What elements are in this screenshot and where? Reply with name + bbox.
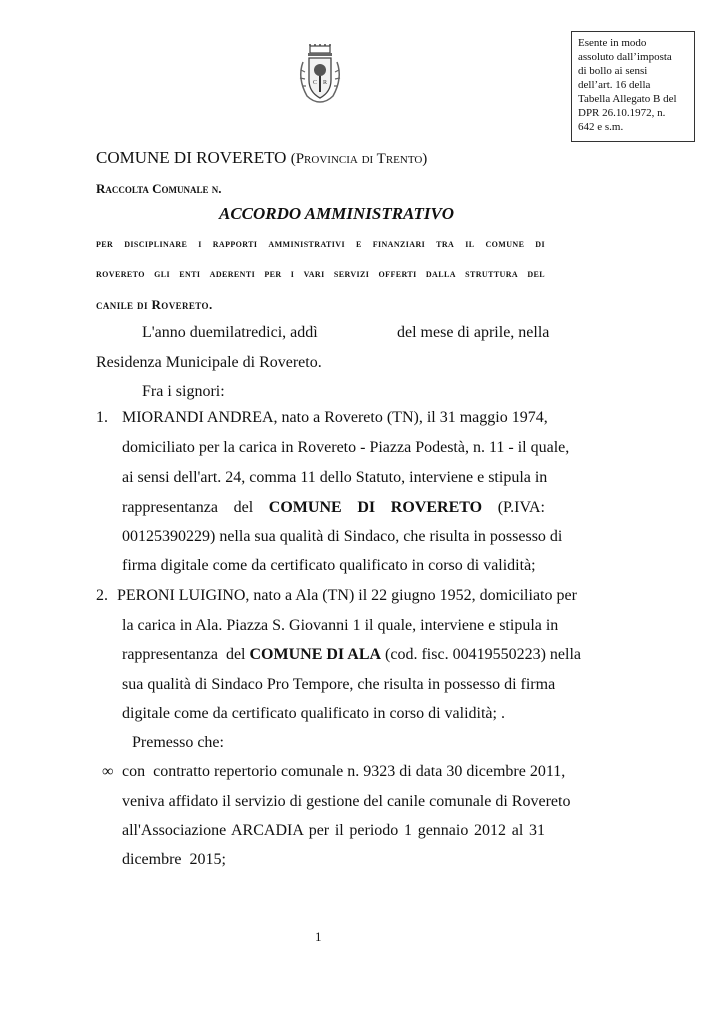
party2-line: la carica in Ala. Piazza S. Giovanni 1 il quale, interviene e stipula in <box>122 617 559 634</box>
stamp-line: Esente in modo <box>578 37 647 49</box>
subject-line: rovereto gli enti aderenti per i vari servizi offerti dalla struttura del <box>96 268 545 280</box>
party2-word: (cod. fisc. 00419550223) nella <box>381 646 581 663</box>
intro-line2: Residenza Municipale di Rovereto. <box>96 354 322 371</box>
intro-text-left: L'anno duemilatredici, addì <box>142 324 318 341</box>
party1-word: rappresentanza <box>122 499 218 516</box>
party1-word: del <box>233 499 254 516</box>
comune-name: COMUNE DI ROVERETO <box>96 148 287 167</box>
party1-line: domiciliato per la carica in Rovereto - Piazza Podestà, n. 11 - il quale, <box>122 439 570 456</box>
stamp-line: Tabella Allegato B del <box>578 93 677 105</box>
stamp-line: assoluto dall’imposta <box>578 51 672 63</box>
stamp-line: dell’art. 16 della <box>578 79 651 91</box>
party1-entity: DI <box>357 499 376 516</box>
party1-entity: COMUNE <box>268 499 342 516</box>
bullet-line: veniva affidato il servizio di gestione del canile comunale di Rovereto <box>122 793 571 810</box>
party1-line: MIORANDI ANDREA, nato a Rovereto (TN), il 31 maggio 1974, <box>122 409 548 426</box>
infinity-bullet-icon: ∞ <box>102 763 114 780</box>
premesso-label: Premesso che: <box>132 734 224 751</box>
bullet-line: con contratto repertorio comunale n. 9323 di data 30 dicembre 2011, <box>122 763 566 780</box>
stamp-line: DPR 26.10.1972, n. <box>578 107 666 119</box>
party2-entity: COMUNE DI ALA <box>249 646 382 663</box>
fra-label: Fra i signori: <box>142 383 225 400</box>
party2-line: PERONI LUIGINO, nato a Ala (TN) il 22 giugno 1952, domiciliato per <box>117 587 577 604</box>
party2-line-represent <box>122 646 581 664</box>
party1-line-represent <box>122 499 545 517</box>
subject-line: canile di Rovereto. <box>96 297 213 312</box>
raccolta-label: Raccolta Comunale n. <box>96 181 222 196</box>
party1-line: 00125390229) nella sua qualità di Sindaco, che risulta in possesso di <box>122 528 563 545</box>
party1-line: firma digitale come da certificato qualificato in corso di validità; <box>122 557 536 574</box>
svg-text:C: C <box>313 80 318 86</box>
party1-number: 1. <box>96 409 108 426</box>
party2-line: digitale come da certificato qualificato in corso di validità; . <box>122 705 505 722</box>
party1-entity: ROVERETO <box>390 499 483 516</box>
document-title: ACCORDO AMMINISTRATIVO <box>219 204 455 223</box>
comune-title <box>96 148 427 168</box>
svg-text:R: R <box>323 80 328 86</box>
party1-line: ai sensi dell'art. 24, comma 11 dello Statuto, interviene e stipula in <box>122 469 548 486</box>
party2-line: sua qualità di Sindaco Pro Tempore, che risulta in possesso di firma <box>122 676 556 693</box>
stamp-line: di bollo ai sensi <box>578 65 648 77</box>
bullet-line: all'Associazione ARCADIA per il periodo 1 gennaio 2012 al 31 <box>122 822 545 839</box>
party1-word: (P.IVA: <box>497 499 545 516</box>
coat-of-arms-icon <box>293 44 347 106</box>
bullet-line: dicembre 2015; <box>122 851 226 868</box>
page-number: 1 <box>315 929 322 944</box>
intro-text-right: del mese di aprile, nella <box>397 324 550 341</box>
party2-word: rappresentanza del <box>122 646 250 663</box>
stamp-exemption-note <box>571 31 695 142</box>
provincia-label: (Provincia di Trento) <box>290 151 428 167</box>
subject-line: per disciplinare i rapporti amministrativi e finanziari tra il comune di <box>96 238 545 250</box>
stamp-line: 642 e s.m. <box>578 121 624 133</box>
party2-number: 2. <box>96 587 108 604</box>
